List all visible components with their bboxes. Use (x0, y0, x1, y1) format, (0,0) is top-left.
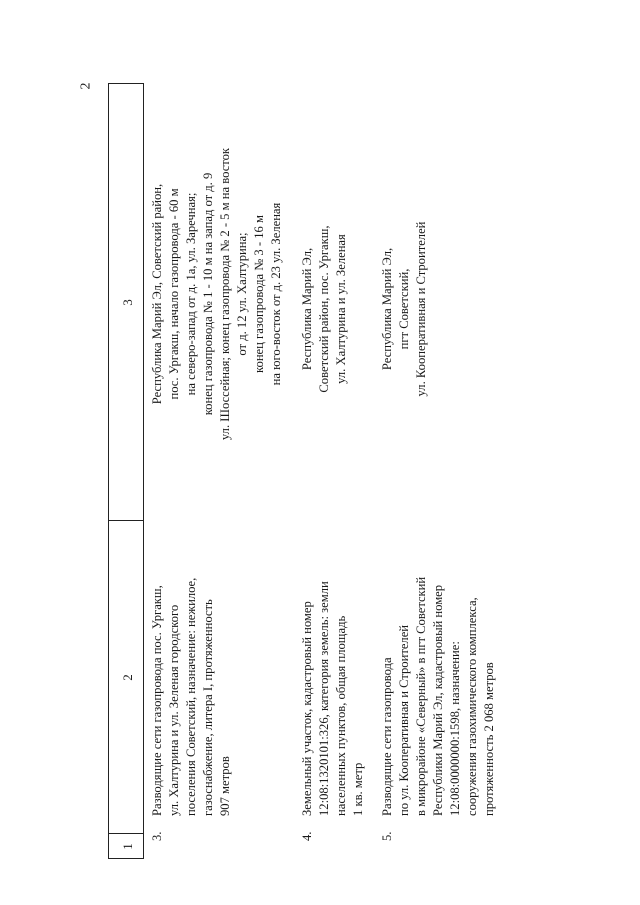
row-description: Земельный участок, кадастровый номер 12:08:1320101:326, категория земель: земли населенных пунктов, общая площадь 1 кв. метр (300, 581, 365, 816)
table (108, 83, 640, 859)
row-number: 3. (150, 831, 164, 841)
row-location: Республика Марий Эл, Советский район, пос. Ургакш, начало газопровода - 60 м на северо-запад от д. 1а, ул. Заречная; конец газопровода № 1 - 10 м на запад от д. 9 ул. Шоссейная; конец газопровода № 2 - 5 м на восток от д. 12 ул. Халтурина; конец газопровода № 3 - 16 м на юго-восток от д. 23 ул. Зеленая (150, 147, 283, 441)
page-number: 2 (78, 82, 93, 90)
column-header-1: 1 (120, 843, 135, 850)
row-number: 4. (300, 831, 314, 841)
column-header-3: 3 (120, 299, 135, 306)
row-number: 5. (380, 831, 394, 841)
row-description: Разводящие сети газопровода по ул. Кооперативная и Строителей в микрорайоне «Северный» в пгт Советский Республики Марий Эл, кадастровый номер 12:08:0000000:1598, назначение: сооружения газохимического комплекса, протяженность 2 068 метров (380, 576, 496, 816)
row-description: Разводящие сети газопровода пос. Ургакш, ул. Халтурина и ул. Зеленая городского поселения Советский, назначение: нежилое, газоснабжение, литера I, протяженность 907 метров (150, 577, 232, 816)
row-location: Республика Марий Эл, пгт Советский, ул. Кооперативная и Строителей (380, 221, 428, 397)
row-location: Республика Марий Эл, Советский район, пос. Ургакш, ул. Халтурина и ул. Зеленая (300, 225, 348, 393)
header-divider (143, 83, 144, 859)
column-header-2: 2 (120, 674, 135, 681)
